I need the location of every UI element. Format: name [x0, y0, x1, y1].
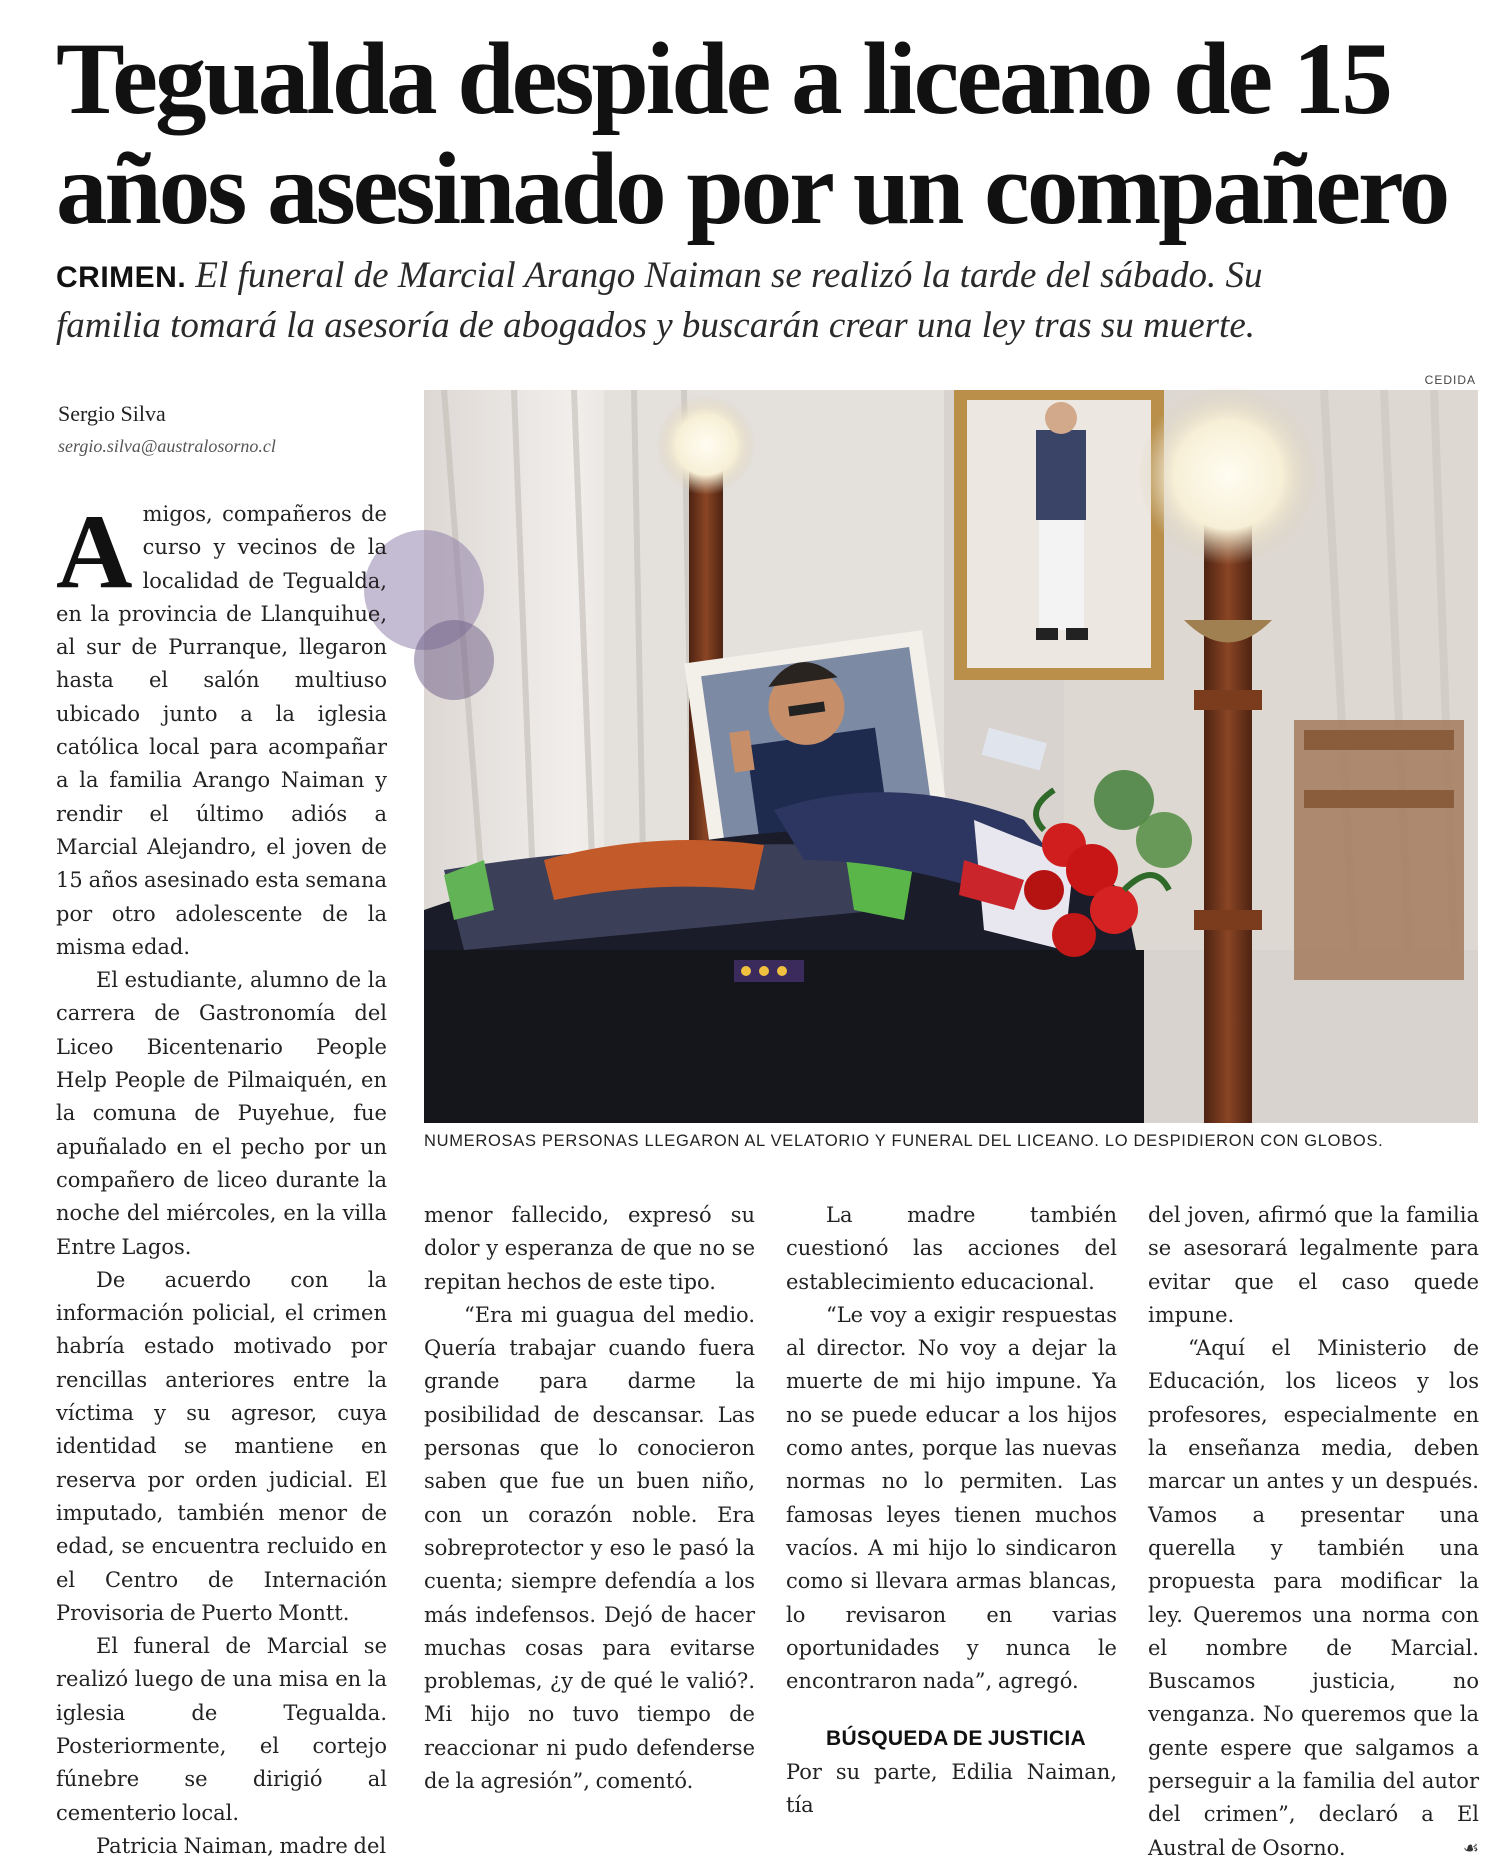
- paragraph: [1148, 1332, 1479, 1865]
- author-name: Sergio Silva: [58, 401, 166, 426]
- paragraph: El funeral de Marcial se realizó luego de una misa en la iglesia de Tegualda. Posteriormente, el cortejo fúnebre se dirigió al cementerio local.: [56, 1634, 387, 1825]
- headline-line-2: años asesinado por un compañero: [56, 132, 1448, 246]
- article-column-1: [56, 493, 387, 1863]
- deck-text-1: El funeral de Marcial Arango Naiman se realizó la tarde del sábado. Su: [195, 255, 1263, 296]
- paragraph: Por su parte, Edilia Naiman, tía: [786, 1759, 1117, 1818]
- deck-text-2: familia tomará la asesoría de abogados y buscarán crear una ley tras su muerte.: [56, 305, 1255, 346]
- article-column-2: [424, 1199, 755, 1798]
- byline: [58, 400, 398, 457]
- paragraph: De acuerdo con la información policial, el crimen habría estado motivado por rencillas anteriores entre la víctima y su agresor, cuya identidad se mantiene en reserva por orden judicial. El imputado, también menor de edad, se encuentra recluido en el Centro de Internación Provisoria de Puerto Montt.: [56, 1267, 387, 1625]
- paragraph: “Le voy a exigir respuestas al director. No voy a dejar la muerte de mi hijo impune. Ya no se puede educar a los hijos como antes, porque las nuevas normas no lo permiten. Las famosas leyes tienen muchos vacíos. A mi hijo lo sindicaron como si llevara armas blancas, lo revisaron en varias oportunidades y nunca le encontraron nada”, agregó.: [786, 1302, 1117, 1694]
- author-email: sergio.silva@australosorno.cl: [58, 436, 276, 456]
- funeral-photo-illustration: [424, 390, 1478, 1123]
- headline-line-1: Tegualda despide a liceano de 15: [56, 22, 1390, 136]
- paragraph: Patricia Naiman, madre del: [96, 1833, 387, 1858]
- headline: [56, 24, 1456, 244]
- photo-credit: CEDIDA: [1424, 373, 1476, 387]
- paragraph: del joven, afirmó que la familia se asesorará legalmente para evitar que el caso quede impune.: [1148, 1203, 1479, 1327]
- photo-caption: NUMEROSAS PERSONAS LLEGARON AL VELATORIO Y FUNERAL DEL LICEANO. LO DESPIDIERON CON GLOBOS.: [424, 1132, 1384, 1150]
- funeral-photo: [424, 390, 1478, 1123]
- paragraph: “Era mi guagua del medio. Quería trabajar cuando fuera grande para darme la posibilidad de descansar. Las personas que lo conocieron saben que fue un buen niño, con un corazón noble. Era sobreprotector y eso le pasó la cuenta; siempre defendía a los más indefensos. Dejó de hacer muchas cosas para evitarse problemas, ¿y de qué le valió?. Mi hijo no tuvo tiempo de reaccionar ni pudo defenderse de la agresión”, comentó.: [424, 1302, 755, 1794]
- paragraph: El estudiante, alumno de la carrera de Gastronomía del Liceo Bicentenario People Help People de Pilmaiquén, en la comuna de Puyehue, fue apuñalado en el pecho por un compañero de liceo durante la noche del miércoles, en la villa Entre Lagos.: [56, 968, 387, 1259]
- article-column-3: [786, 1199, 1117, 1822]
- paragraph-text: migos, compañeros de curso y vecinos de la localidad de Tegualda, en la provincia de Llanquihue, al sur de Purranque, llegaron hasta el salón multiuso ubicado junto a la iglesia católica local para acompañar a la familia Arango Naiman y rendir el último adiós a Marcial Alejandro, el joven de 15 años asesinado esta semana por otro adolescente de la misma edad.: [56, 502, 387, 959]
- end-mark-icon: ☙: [1462, 1837, 1479, 1859]
- deck: [56, 252, 1456, 350]
- paragraph: La madre también cuestionó las acciones del establecimiento educacional.: [786, 1203, 1117, 1294]
- paragraph-text: “Aquí el Ministerio de Educación, los liceos y los profesores, especialmente en la enseñanza media, deben marcar un antes y un después. Vamos a presentar una querella y también una propuesta para modificar la ley. Queremos una norma con el nombre de Marcial. Buscamos justicia, no venganza. No queremos que la gente espere que salgamos a perseguir a la familia del autor del crimen”, declaró a El Austral de Osorno.: [1148, 1336, 1479, 1860]
- article-column-4: [1148, 1199, 1479, 1865]
- deck-line-1: [56, 252, 1456, 302]
- drop-cap: A: [56, 493, 133, 610]
- paragraph: [56, 493, 387, 964]
- section-tag: CRIMEN.: [56, 261, 187, 294]
- subheading: BÚSQUEDA DE JUSTICIA: [826, 1727, 1086, 1751]
- paragraph: menor fallecido, expresó su dolor y esperanza de que no se repitan hechos de este tipo.: [424, 1203, 755, 1294]
